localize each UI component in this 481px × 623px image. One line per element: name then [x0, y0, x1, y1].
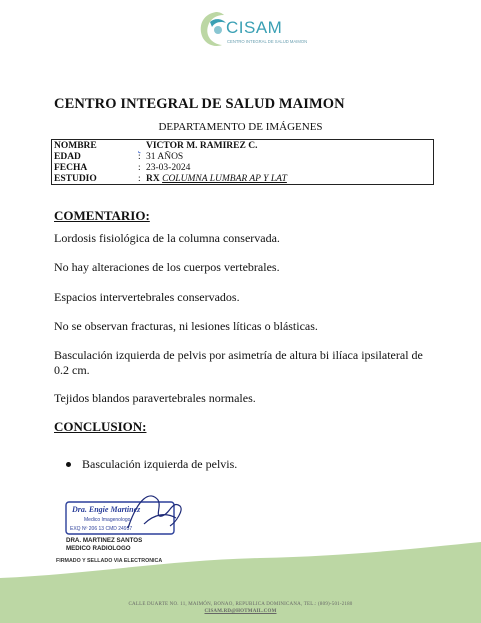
name-label: NOMBRE	[54, 141, 97, 151]
age-separator: :	[138, 152, 141, 162]
doctor-title: MEDICO RADIOLOGO	[66, 545, 131, 552]
finding-2: No hay alteraciones de los cuerpos vertebrales.	[54, 260, 280, 274]
logo-tagline: CENTRO INTEGRAL DE SALUD MAIMON	[227, 39, 308, 44]
conclusion-text: Basculación izquierda de pelvis.	[82, 457, 238, 471]
finding-1: Lordosis fisiológica de la columna conservada.	[54, 231, 280, 245]
study-prefix: RX	[146, 174, 160, 184]
center-title: CENTRO INTEGRAL DE SALUD MAIMON	[54, 96, 345, 112]
study-label: ESTUDIO	[54, 174, 97, 184]
study-value: COLUMNA LUMBAR AP Y LAT	[162, 174, 287, 184]
date-value: 23-03-2024	[146, 163, 191, 173]
bullet-icon	[66, 462, 71, 467]
electronic-signature-note: FIRMADO Y SELLADO VIA ELECTRONICA	[56, 558, 163, 564]
age-value: 31 AÑOS	[146, 152, 184, 162]
department-title: DEPARTAMENTO DE IMÁGENES	[158, 121, 323, 133]
date-separator: :	[138, 163, 141, 173]
doctor-name: DRA. MARTINEZ SANTOS	[66, 537, 143, 544]
date-label: FECHA	[54, 163, 88, 173]
stamp-exequatur: EXQ Nº 206 13 CMD 24957	[70, 526, 133, 532]
conclusion-heading: CONCLUSION:	[54, 419, 147, 434]
age-label: EDAD	[54, 152, 81, 162]
finding-4: No se observan fracturas, ni lesiones líticas o blásticas.	[54, 319, 318, 333]
stamp-name: Dra. Engie Martinez	[72, 505, 141, 514]
cisam-logo	[196, 8, 306, 52]
finding-6: Tejidos blandos paravertebrales normales.	[54, 391, 256, 405]
footer-address: CALLE DUARTE NO. 11, MAIMÓN, BONAO, REPUBLICA DOMINICANA, TEL.: (809)-501-2180	[128, 602, 353, 607]
stamp-title: Medico Imagenologo	[84, 517, 131, 523]
patient-info-box	[51, 139, 434, 185]
comment-heading: COMENTARIO:	[54, 208, 150, 223]
doctor-stamp-signature	[58, 488, 190, 542]
finding-3: Espacios intervertebrales conservados.	[54, 290, 240, 304]
name-value: VICTOR M. RAMIREZ C.	[146, 141, 258, 151]
patient-age-row	[54, 152, 433, 163]
patient-date-row	[54, 163, 433, 174]
footer-email[interactable]: CISAM.RD@HOTMAIL.COM	[204, 609, 277, 614]
name-separator	[138, 141, 146, 152]
patient-study-row	[54, 174, 433, 185]
finding-5: Basculación izquierda de pelvis por asimetría de altura bi ilíaca ipsilateral de 0.2 cm.	[54, 348, 423, 377]
conclusion-item	[66, 457, 237, 472]
patient-name-row	[54, 141, 433, 152]
logo-brand-text: CISAM	[226, 18, 283, 37]
study-separator: :	[138, 174, 141, 184]
footer-contact	[0, 601, 481, 615]
